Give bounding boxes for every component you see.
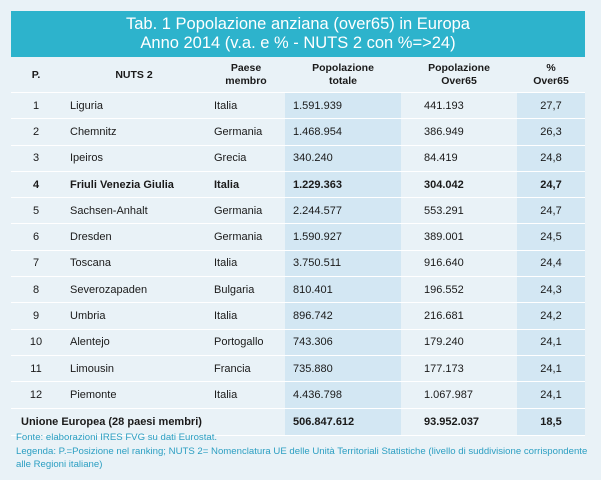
cell-position: 9 [11,303,61,329]
cell-country: Germania [207,119,285,145]
cell-position: 11 [11,355,61,381]
cell-position: 8 [11,277,61,303]
cell-total: 1.590.927 [285,224,401,250]
cell-country: Germania [207,224,285,250]
table-row [11,224,585,250]
cell-position: 4 [11,171,61,197]
cell-eu-over65: 93.952.037 [401,408,517,435]
cell-country: Italia [207,382,285,408]
cell-total: 1.468.954 [285,119,401,145]
table-row [11,277,585,303]
cell-total: 735.880 [285,355,401,381]
cell-position: 6 [11,224,61,250]
cell-percent: 24,7 [517,198,585,224]
cell-position: 1 [11,93,61,119]
cell-total: 810.401 [285,277,401,303]
header-over65-percent: % Over65 [533,62,569,87]
cell-over65: 1.067.987 [401,382,517,408]
header-over65-population: Popolazione Over65 [428,62,490,87]
cell-percent: 26,3 [517,119,585,145]
cell-percent: 24,7 [517,171,585,197]
source-note: Fonte: elaborazioni IRES FVG su dati Eurostat. [16,432,218,443]
cell-over65: 84.419 [401,145,517,171]
cell-country: Francia [207,355,285,381]
cell-over65: 179.240 [401,329,517,355]
table-row [11,145,585,171]
header-nuts: NUTS 2 [115,68,153,81]
cell-percent: 24,1 [517,329,585,355]
cell-nuts: Ipeiros [61,145,207,171]
header-position: P. [31,68,41,81]
table-row [11,329,585,355]
cell-nuts: Piemonte [61,382,207,408]
cell-country: Grecia [207,145,285,171]
cell-nuts: Alentejo [61,329,207,355]
cell-over65: 553.291 [401,198,517,224]
cell-total: 3.750.511 [285,250,401,276]
table-row [11,250,585,276]
population-table [11,58,585,436]
cell-over65: 441.193 [401,93,517,119]
cell-nuts: Limousin [61,355,207,381]
cell-percent: 24,1 [517,382,585,408]
table-row [11,93,585,119]
cell-position: 7 [11,250,61,276]
cell-total: 1.229.363 [285,171,401,197]
cell-country: Italia [207,171,285,197]
cell-position: 2 [11,119,61,145]
legend-note: Legenda: P.=Posizione nel ranking; NUTS 2= Nomenclatura UE delle Unità Territoriali Statistiche (livello di suddivisione corrispondente alle Regioni italiane) [16,445,588,471]
cell-total: 743.306 [285,329,401,355]
cell-country: Italia [207,93,285,119]
cell-over65: 916.640 [401,250,517,276]
cell-percent: 24,1 [517,355,585,381]
cell-country: Bulgaria [207,277,285,303]
cell-total: 1.591.939 [285,93,401,119]
cell-position: 3 [11,145,61,171]
title-line-2: Anno 2014 (v.a. e % - NUTS 2 con %=>24) [140,34,456,52]
cell-nuts: Toscana [61,250,207,276]
cell-nuts: Severozapaden [61,277,207,303]
cell-total: 2.244.577 [285,198,401,224]
cell-total: 4.436.798 [285,382,401,408]
cell-percent: 24,2 [517,303,585,329]
table-row [11,355,585,381]
cell-country: Germania [207,198,285,224]
cell-total: 896.742 [285,303,401,329]
cell-over65: 177.173 [401,355,517,381]
cell-eu-label: Unione Europea (28 paesi membri) [11,408,285,435]
cell-country: Italia [207,250,285,276]
cell-over65: 389.001 [401,224,517,250]
cell-percent: 24,5 [517,224,585,250]
header-country: Paese membro [225,62,267,87]
table-row [11,119,585,145]
cell-over65: 386.949 [401,119,517,145]
header-total-population: Popolazione totale [312,62,374,87]
cell-country: Portogallo [207,329,285,355]
cell-nuts: Umbria [61,303,207,329]
cell-nuts: Liguria [61,93,207,119]
cell-total: 340.240 [285,145,401,171]
cell-percent: 24,3 [517,277,585,303]
table-row [11,382,585,408]
cell-nuts: Dresden [61,224,207,250]
table-notes [16,431,596,472]
cell-percent: 24,4 [517,250,585,276]
cell-nuts: Chemnitz [61,119,207,145]
cell-over65: 304.042 [401,171,517,197]
cell-over65: 216.681 [401,303,517,329]
cell-percent: 27,7 [517,93,585,119]
cell-position: 10 [11,329,61,355]
cell-position: 12 [11,382,61,408]
cell-eu-total: 506.847.612 [285,408,401,435]
table-row-highlighted [11,171,585,197]
table-row [11,303,585,329]
cell-country: Italia [207,303,285,329]
title-line-1: Tab. 1 Popolazione anziana (over65) in Europa [126,15,470,33]
cell-percent: 24,8 [517,145,585,171]
header-row [11,58,585,93]
cell-nuts: Friuli Venezia Giulia [61,171,207,197]
cell-position: 5 [11,198,61,224]
cell-over65: 196.552 [401,277,517,303]
table-row [11,198,585,224]
table-title [11,11,585,57]
cell-eu-percent: 18,5 [517,408,585,435]
cell-nuts: Sachsen-Anhalt [61,198,207,224]
